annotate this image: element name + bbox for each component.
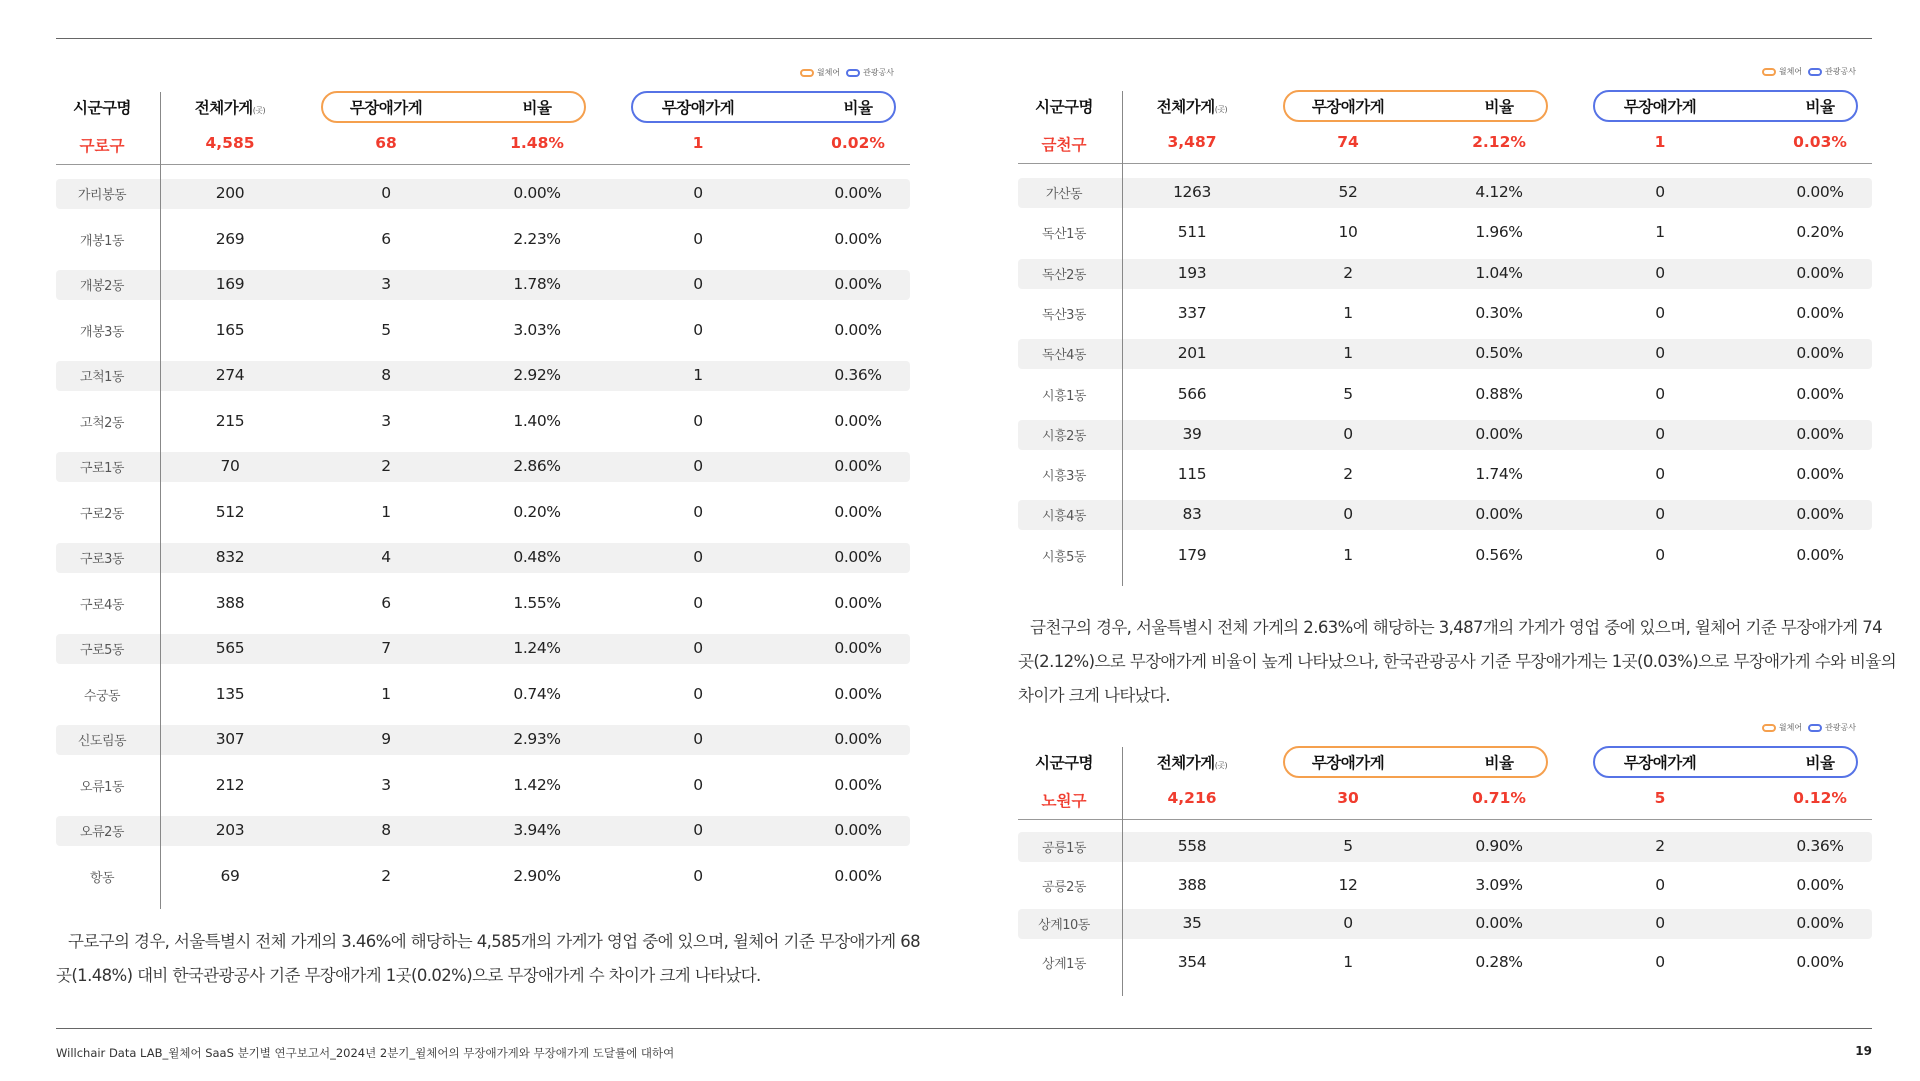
- store-total: 511: [1177, 223, 1207, 242]
- kto-ratio: 0.00%: [834, 457, 882, 475]
- willchair-ratio: 0.00%: [513, 184, 561, 202]
- district-name: 공릉1동: [1042, 841, 1086, 856]
- table-row: [1018, 909, 1872, 948]
- kto-ratio: 0.00%: [1796, 875, 1844, 894]
- store-total: 212: [215, 775, 245, 794]
- kto-ratio: 0.00%: [1796, 303, 1844, 322]
- table-row: [56, 634, 910, 680]
- kto-count: 0: [1655, 183, 1665, 201]
- willchair-count: 7: [381, 639, 391, 657]
- table-row: [1018, 541, 1872, 581]
- store-total: 115: [1177, 465, 1207, 484]
- column-divider: [1122, 91, 1123, 586]
- willchair-count: 52: [1338, 183, 1358, 201]
- willchair-count: 1: [1343, 545, 1353, 564]
- kto-ratio: 0.00%: [834, 184, 882, 202]
- kto-count: 0: [693, 502, 703, 521]
- store-total: 354: [1177, 952, 1207, 971]
- district-name: 시흥1동: [1042, 388, 1086, 404]
- willchair-count: 6: [381, 593, 391, 612]
- willchair-count: 2: [381, 457, 391, 475]
- store-total: 165: [215, 320, 245, 339]
- header-ratio-kto: 비율: [1805, 754, 1835, 772]
- summary-kto-ratio: 0.03%: [1793, 133, 1847, 151]
- summary-wc-count: 30: [1337, 789, 1359, 807]
- willchair-ratio: 2.23%: [513, 229, 561, 248]
- header-ratio-kto: 비율: [1805, 98, 1835, 116]
- summary-wc-ratio: 0.71%: [1472, 789, 1526, 807]
- willchair-count: 12: [1338, 875, 1358, 894]
- willchair-ratio: 1.74%: [1475, 465, 1523, 484]
- kto-ratio: 0.36%: [1796, 837, 1844, 855]
- kto-count: 1: [693, 366, 703, 384]
- paragraph-line: 곳(1.48%) 대비 한국관광공사 기준 무장애가게 1곳(0.02%)으로 무장애가게 수 차이가 크게 나타났다.: [56, 966, 761, 985]
- kto-ratio: 0.00%: [834, 730, 882, 748]
- district-name: 오류2동: [80, 825, 124, 840]
- store-total: 83: [1182, 505, 1202, 524]
- district-name: 구로2동: [80, 506, 124, 522]
- table-row: [1018, 871, 1872, 910]
- store-total: 565: [215, 639, 245, 657]
- rows: [1018, 164, 1872, 581]
- table-row: [1018, 460, 1872, 500]
- table-row: [56, 816, 910, 862]
- district-name: 개봉2동: [80, 279, 124, 294]
- kto-count: 0: [1655, 344, 1665, 363]
- table-row: [1018, 832, 1872, 871]
- header-total: 전체가게(곳): [1156, 754, 1228, 772]
- kto-ratio: 0.00%: [834, 275, 882, 293]
- kto-count: 0: [693, 775, 703, 794]
- legend-label-kto: 관광공사: [863, 68, 894, 77]
- district-name: 구로1동: [80, 461, 124, 476]
- kto-count: 0: [1655, 263, 1665, 282]
- willchair-count: 1: [381, 502, 391, 521]
- district-name: 구로4동: [80, 597, 124, 613]
- blue-legend-swatch: [1808, 724, 1822, 732]
- willchair-count: 2: [381, 866, 391, 885]
- summary-kto-ratio: 0.02%: [831, 134, 885, 152]
- kto-ratio: 0.00%: [1796, 263, 1844, 282]
- kto-ratio: 0.36%: [834, 366, 882, 384]
- kto-count: 0: [1655, 875, 1665, 894]
- district-name: 독산4동: [1042, 348, 1086, 364]
- district-name: 독산2동: [1042, 267, 1086, 283]
- orange-legend-swatch: [1762, 724, 1776, 732]
- header-district: 시군구명: [1035, 98, 1093, 116]
- kto-count: 0: [1655, 424, 1665, 443]
- willchair-ratio: 4.12%: [1475, 183, 1523, 201]
- kto-ratio: 0.00%: [1796, 344, 1844, 363]
- district-name: 시흥5동: [1042, 549, 1086, 565]
- store-total: 169: [215, 275, 245, 293]
- orange-legend-swatch: [800, 69, 814, 77]
- district-name: 고척1동: [80, 370, 124, 385]
- kto-count: 0: [693, 866, 703, 885]
- store-total: 179: [1177, 545, 1207, 564]
- district-name: 고척2동: [80, 415, 124, 431]
- store-total: 274: [215, 366, 245, 384]
- kto-count: 0: [1655, 914, 1665, 932]
- kto-count: 0: [1655, 303, 1665, 322]
- summary-wc-count: 74: [1337, 133, 1359, 151]
- legend: [1762, 66, 1856, 77]
- table-row: [1018, 339, 1872, 379]
- willchair-ratio: 2.92%: [513, 366, 561, 384]
- store-total: 135: [215, 684, 245, 703]
- header-ratio: 비율: [1484, 754, 1514, 772]
- rows: [56, 165, 910, 907]
- table-row: [56, 452, 910, 498]
- kto-count: 1: [1655, 223, 1665, 242]
- willchair-count: 6: [381, 229, 391, 248]
- paragraph-line: 금천구의 경우, 서울특별시 전체 가게의 2.63%에 해당하는 3,487개의 가게가 영업 중에 있으며, 윌체어 기준 무장애가게 74: [1030, 618, 1882, 637]
- table-row: [56, 316, 910, 362]
- willchair-count: 1: [1343, 952, 1353, 971]
- summary-kto-count: 1: [692, 134, 704, 152]
- willchair-ratio: 2.86%: [513, 457, 561, 475]
- district-name: 상계1동: [1042, 956, 1086, 972]
- kto-count: 0: [1655, 465, 1665, 484]
- summary-kto-count: 1: [1654, 133, 1666, 151]
- willchair-count: 5: [1343, 384, 1353, 403]
- summary-row: [56, 126, 910, 164]
- willchair-ratio: 1.24%: [513, 639, 561, 657]
- store-total: 388: [1177, 875, 1207, 894]
- store-total: 201: [1177, 344, 1207, 363]
- store-total: 1263: [1173, 183, 1211, 201]
- willchair-count: 4: [381, 548, 391, 566]
- column-divider: [160, 92, 161, 909]
- legend: [800, 67, 894, 78]
- guro-table: [56, 68, 910, 907]
- table-row: [1018, 259, 1872, 299]
- summary-row: [1018, 781, 1872, 819]
- district-name: 구로5동: [80, 643, 124, 658]
- willchair-count: 8: [381, 821, 391, 839]
- header-barrier-free: 무장애가게: [1311, 754, 1385, 772]
- willchair-ratio: 3.03%: [513, 320, 561, 339]
- orange-legend-swatch: [1762, 68, 1776, 76]
- willchair-ratio: 2.93%: [513, 730, 561, 748]
- kto-count: 0: [693, 821, 703, 839]
- district-name: 개봉1동: [80, 233, 124, 249]
- willchair-count: 0: [381, 184, 391, 202]
- willchair-ratio: 1.40%: [513, 411, 561, 430]
- summary-row: [1018, 125, 1872, 163]
- kto-count: 0: [1655, 505, 1665, 524]
- table-row: [1018, 380, 1872, 420]
- store-total: 388: [215, 593, 245, 612]
- store-total: 307: [215, 730, 245, 748]
- willchair-count: 5: [381, 320, 391, 339]
- kto-count: 0: [1655, 952, 1665, 971]
- kto-ratio: 0.00%: [1796, 424, 1844, 443]
- legend-label-kto: 관광공사: [1825, 67, 1856, 76]
- store-total: 337: [1177, 303, 1207, 322]
- paragraph-line: 차이가 크게 나타났다.: [1018, 686, 1170, 705]
- willchair-ratio: 1.96%: [1475, 223, 1523, 242]
- willchair-ratio: 1.55%: [513, 593, 561, 612]
- willchair-ratio: 1.78%: [513, 275, 561, 293]
- kto-ratio: 0.00%: [834, 639, 882, 657]
- table-row: [1018, 299, 1872, 339]
- header-barrier-free: 무장애가게: [349, 99, 423, 117]
- store-total: 70: [220, 457, 240, 475]
- summary-wc-ratio: 2.12%: [1472, 133, 1526, 151]
- kto-count: 0: [693, 639, 703, 657]
- kto-ratio: 0.00%: [1796, 505, 1844, 524]
- district-name: 독산1동: [1042, 227, 1086, 243]
- table-row: [56, 543, 910, 589]
- blue-legend-swatch: [1808, 68, 1822, 76]
- header-total: 전체가게(곳): [194, 99, 266, 117]
- kto-count: 0: [693, 411, 703, 430]
- header-ratio: 비율: [1484, 98, 1514, 116]
- district-name: 구로3동: [80, 552, 124, 567]
- kto-count: 0: [693, 548, 703, 566]
- willchair-ratio: 0.00%: [1475, 424, 1523, 443]
- store-total: 35: [1182, 914, 1202, 932]
- willchair-count: 3: [381, 411, 391, 430]
- summary-wc-ratio: 1.48%: [510, 134, 564, 152]
- willchair-ratio: 0.00%: [1475, 505, 1523, 524]
- kto-count: 0: [693, 593, 703, 612]
- header-barrier-free-kto: 무장애가게: [661, 99, 735, 117]
- kto-ratio: 0.00%: [1796, 914, 1844, 932]
- kto-ratio: 0.20%: [1796, 223, 1844, 242]
- willchair-count: 8: [381, 366, 391, 384]
- bottom-rule: [56, 1028, 1872, 1029]
- kto-ratio: 0.00%: [1796, 952, 1844, 971]
- header-district: 시군구명: [73, 99, 131, 117]
- willchair-count: 1: [1343, 303, 1353, 322]
- district-name: 독산3동: [1042, 307, 1086, 323]
- legend: [1762, 722, 1856, 733]
- store-total: 558: [1177, 837, 1207, 855]
- district-name: 공릉2동: [1042, 879, 1086, 895]
- kto-count: 0: [693, 730, 703, 748]
- store-total: 512: [215, 502, 245, 521]
- table-row: [56, 680, 910, 726]
- table-row: [1018, 420, 1872, 460]
- willchair-ratio: 0.20%: [513, 502, 561, 521]
- willchair-count: 0: [1343, 505, 1353, 524]
- table-row: [56, 225, 910, 271]
- geumcheon-paragraph: [1018, 611, 1896, 713]
- willchair-ratio: 0.88%: [1475, 384, 1523, 403]
- table-row: [56, 179, 910, 225]
- summary-name: 노원구: [1041, 792, 1087, 810]
- district-name: 시흥4동: [1042, 509, 1086, 525]
- nowon-table: [1018, 723, 1872, 986]
- willchair-ratio: 3.09%: [1475, 875, 1523, 894]
- district-name: 상계10동: [1038, 918, 1090, 933]
- willchair-ratio: 2.90%: [513, 866, 561, 885]
- header-barrier-free-kto: 무장애가게: [1623, 754, 1697, 772]
- kto-ratio: 0.00%: [1796, 465, 1844, 484]
- willchair-ratio: 3.94%: [513, 821, 561, 839]
- header-ratio-kto: 비율: [843, 99, 873, 117]
- kto-count: 2: [1655, 837, 1665, 855]
- willchair-count: 2: [1343, 263, 1353, 282]
- table-row: [1018, 500, 1872, 540]
- willchair-ratio: 0.50%: [1475, 344, 1523, 363]
- willchair-count: 0: [1343, 424, 1353, 443]
- kto-ratio: 0.00%: [834, 821, 882, 839]
- district-name: 가리봉동: [77, 188, 127, 203]
- rows: [1018, 820, 1872, 986]
- district-name: 개봉3동: [80, 324, 124, 340]
- district-name: 시흥2동: [1042, 428, 1086, 444]
- summary-total: 4,585: [205, 134, 255, 152]
- legend-label-willchair: 윌체어: [1778, 67, 1803, 76]
- summary-name: 구로구: [79, 137, 125, 155]
- table-row: [1018, 218, 1872, 258]
- willchair-count: 1: [381, 684, 391, 703]
- store-total: 832: [215, 548, 245, 566]
- table-row: [56, 725, 910, 771]
- kto-count: 0: [693, 320, 703, 339]
- willchair-count: 0: [1343, 914, 1353, 932]
- table-row: [56, 270, 910, 316]
- legend-label-willchair: 윌체어: [816, 68, 841, 77]
- willchair-count: 10: [1338, 223, 1358, 242]
- willchair-count: 1: [1343, 344, 1353, 363]
- kto-ratio: 0.00%: [834, 320, 882, 339]
- table-row: [1018, 948, 1872, 987]
- summary-total: 3,487: [1167, 133, 1217, 151]
- header-barrier-free: 무장애가게: [1311, 98, 1385, 116]
- table-row: [56, 407, 910, 453]
- summary-name: 금천구: [1041, 136, 1087, 154]
- store-total: 200: [215, 184, 245, 202]
- district-name: 신도림동: [77, 734, 127, 749]
- table-row: [56, 862, 910, 908]
- kto-count: 0: [693, 275, 703, 293]
- legend-label-kto: 관광공사: [1825, 723, 1856, 732]
- store-total: 215: [215, 411, 245, 430]
- store-total: 566: [1177, 384, 1207, 403]
- column-divider: [1122, 747, 1123, 996]
- guro-paragraph: [56, 925, 920, 993]
- header-barrier-free-kto: 무장애가게: [1623, 98, 1697, 116]
- paragraph-line: 구로구의 경우, 서울특별시 전체 가게의 3.46%에 해당하는 4,585개의 가게가 영업 중에 있으며, 윌체어 기준 무장애가게 68: [68, 932, 920, 951]
- summary-wc-count: 68: [375, 134, 397, 152]
- paragraph-line: 곳(2.12%)으로 무장애가게 비율이 높게 나타났으나, 한국관광공사 기준 무장애가게는 1곳(0.03%)으로 무장애가게 수와 비율의: [1018, 652, 1897, 671]
- header-ratio: 비율: [522, 99, 552, 117]
- willchair-count: 9: [381, 730, 391, 748]
- store-total: 193: [1177, 263, 1207, 282]
- district-name: 수궁동: [83, 688, 121, 704]
- district-name: 오류1동: [80, 779, 124, 795]
- willchair-ratio: 0.56%: [1475, 545, 1523, 564]
- kto-ratio: 0.00%: [1796, 545, 1844, 564]
- kto-count: 0: [693, 229, 703, 248]
- table-row: [1018, 178, 1872, 218]
- table-header: [1018, 741, 1872, 781]
- top-rule: [56, 38, 1872, 39]
- summary-total: 4,216: [1167, 789, 1217, 807]
- kto-ratio: 0.00%: [834, 411, 882, 430]
- willchair-ratio: 0.48%: [513, 548, 561, 566]
- table-row: [56, 498, 910, 544]
- store-total: 269: [215, 229, 245, 248]
- willchair-ratio: 0.28%: [1475, 952, 1523, 971]
- kto-ratio: 0.00%: [834, 775, 882, 794]
- kto-count: 0: [1655, 384, 1665, 403]
- header-district: 시군구명: [1035, 754, 1093, 772]
- summary-kto-ratio: 0.12%: [1793, 789, 1847, 807]
- table-header: [1018, 85, 1872, 125]
- table-row: [56, 361, 910, 407]
- table-row: [56, 771, 910, 817]
- page-number: 19: [1855, 1044, 1872, 1058]
- table-header: [56, 86, 910, 126]
- kto-ratio: 0.00%: [1796, 384, 1844, 403]
- store-total: 203: [215, 821, 245, 839]
- table-row: [56, 589, 910, 635]
- kto-count: 0: [693, 457, 703, 475]
- kto-count: 0: [1655, 545, 1665, 564]
- footer-text: Willchair Data LAB_윌체어 SaaS 분기별 연구보고서_2024년 2분기_윌체어의 무장애가게와 무장애가게 도달률에 대하여: [56, 1046, 675, 1060]
- district-name: 가산동: [1045, 187, 1083, 202]
- kto-ratio: 0.00%: [834, 548, 882, 566]
- summary-kto-count: 5: [1654, 789, 1666, 807]
- kto-count: 0: [693, 184, 703, 202]
- willchair-ratio: 1.04%: [1475, 263, 1523, 282]
- district-name: 항동: [89, 870, 115, 886]
- blue-legend-swatch: [846, 69, 860, 77]
- store-total: 39: [1182, 424, 1202, 443]
- willchair-ratio: 0.74%: [513, 684, 561, 703]
- district-name: 시흥3동: [1042, 469, 1086, 485]
- kto-ratio: 0.00%: [834, 593, 882, 612]
- willchair-count: 3: [381, 775, 391, 794]
- willchair-count: 5: [1343, 837, 1353, 855]
- kto-ratio: 0.00%: [834, 502, 882, 521]
- willchair-count: 3: [381, 275, 391, 293]
- kto-ratio: 0.00%: [1796, 183, 1844, 201]
- store-total: 69: [220, 866, 240, 885]
- kto-ratio: 0.00%: [834, 866, 882, 885]
- willchair-ratio: 1.42%: [513, 775, 561, 794]
- willchair-ratio: 0.00%: [1475, 914, 1523, 932]
- legend-label-willchair: 윌체어: [1778, 723, 1803, 732]
- kto-ratio: 0.00%: [834, 229, 882, 248]
- willchair-count: 2: [1343, 465, 1353, 484]
- willchair-ratio: 0.30%: [1475, 303, 1523, 322]
- kto-ratio: 0.00%: [834, 684, 882, 703]
- willchair-ratio: 0.90%: [1475, 837, 1523, 855]
- header-total: 전체가게(곳): [1156, 98, 1228, 116]
- kto-count: 0: [693, 684, 703, 703]
- geumcheon-table: [1018, 67, 1872, 581]
